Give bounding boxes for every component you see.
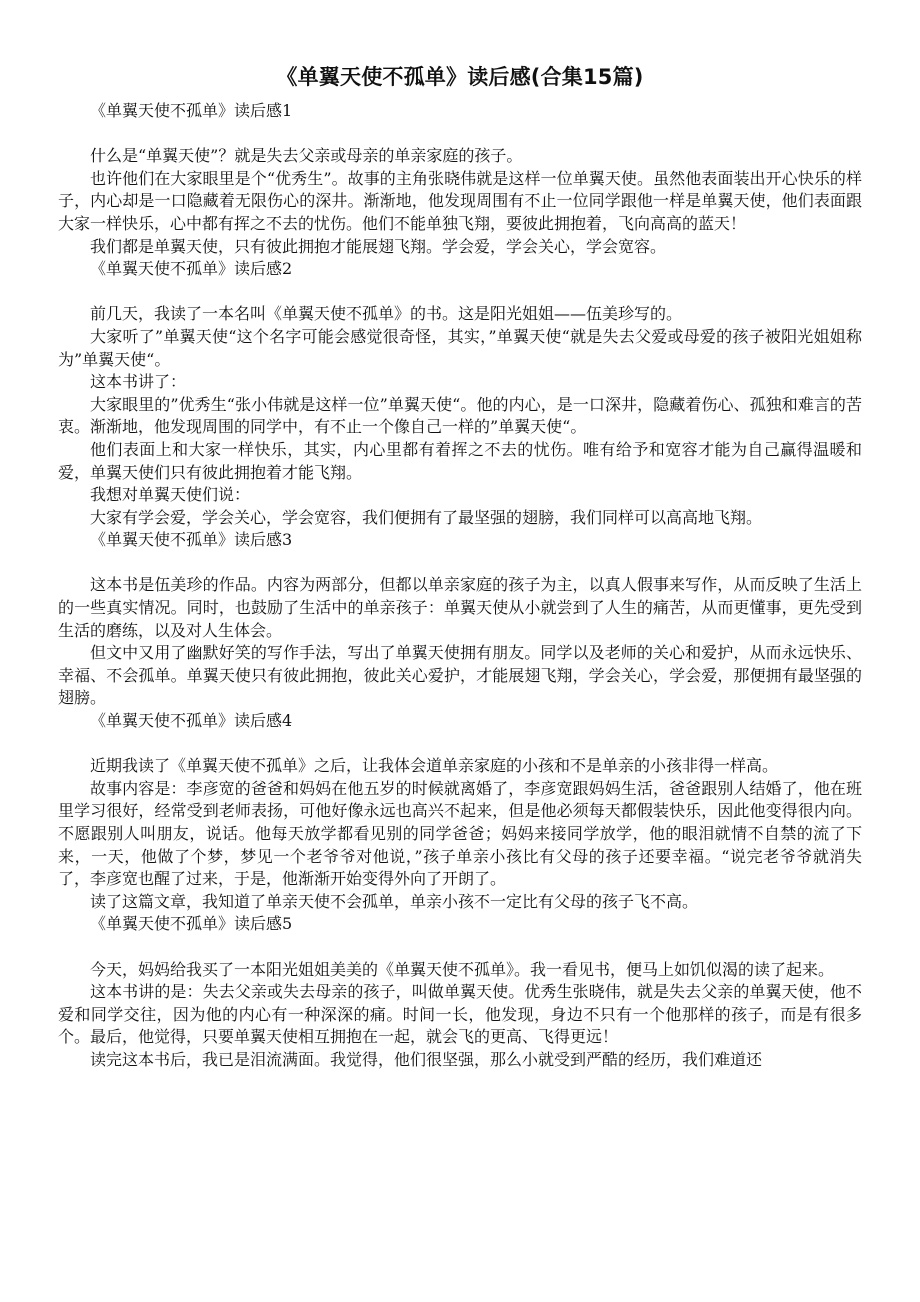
- paragraph: 我想对单翼天使们说：: [90, 485, 251, 505]
- blank-line: [58, 552, 862, 575]
- section-heading-4: 《单翼天使不孤单》读后感4: [90, 711, 293, 731]
- paragraph: 我们都是单翼天使，只有彼此拥抱才能展翅飞翔。学会爱，学会关心，学会宽容。: [90, 236, 667, 256]
- document-title: 《单翼天使不孤单》读后感(合集15篇): [276, 65, 644, 89]
- blank-line: [58, 936, 862, 959]
- blank-line: [58, 281, 862, 304]
- paragraph: 大家听了”单翼天使“这个名字可能会感觉很奇怪，其实，”单翼天使“就是失去父爱或母爱的孩子被阳光姐姐称为”单翼天使“。: [58, 326, 862, 369]
- section-heading-2: 《单翼天使不孤单》读后感2: [90, 259, 293, 279]
- paragraph: 大家有学会爱，学会关心，学会宽容，我们便拥有了最坚强的翅膀，我们同样可以高高地飞翔。: [90, 507, 763, 527]
- paragraph: 这本书讲了：: [90, 372, 187, 392]
- paragraph: 这本书是伍美珍的作品。内容为两部分，但都以单亲家庭的孩子为主，以真人假事来写作，从而反映了生活上的一些真实情况。同时，也鼓励了生活中的单亲孩子：单翼天使从小就尝到了人生的痛苦，从而更懂事，更先受到生活的磨练，以及对人生体会。: [58, 575, 862, 640]
- paragraph: 但文中又用了幽默好笑的写作手法，写出了单翼天使拥有朋友。同学以及老师的关心和爱护，从而永远快乐、幸福、不会孤单。单翼天使只有彼此拥抱，彼此关心爱护，才能展翅飞翔，学会关心，学会爱，那便拥有最坚强的翅膀。: [58, 643, 862, 708]
- paragraph: 读了这篇文章，我知道了单亲天使不会孤单，单亲小孩不一定比有父母的孩子飞不高。: [90, 891, 699, 911]
- blank-line: [58, 733, 862, 756]
- paragraph: 什么是“单翼天使”？就是失去父亲或母亲的单亲家庭的孩子。: [90, 146, 523, 166]
- paragraph: 这本书讲的是：失去父亲或失去母亲的孩子，叫做单翼天使。优秀生张晓伟，就是失去父亲的单翼天使，他不爱和同学交往，因为他的内心有一种深深的痛。时间一长，他发现，身边不只有一个他那样的孩子，而是有很多个。最后，他觉得，只要单翼天使相互拥抱在一起，就会飞的更高、飞得更远！: [58, 982, 862, 1047]
- blank-line: [58, 123, 862, 146]
- paragraph: 近期我读了《单翼天使不孤单》之后，让我体会道单亲家庭的小孩和不是单亲的小孩非得一样高。: [90, 756, 779, 776]
- paragraph: 今天，妈妈给我买了一本阳光姐姐美美的《单翼天使不孤单》。我一看见书，便马上如饥似渴的读了起来。: [90, 959, 835, 979]
- paragraph: 大家眼里的”优秀生“张小伟就是这样一位”单翼天使“。他的内心，是一口深井，隐藏着伤心、孤独和难言的苦衷。渐渐地，他发现周围的同学中，有不止一个像自己一样的”单翼天使“。: [58, 394, 862, 437]
- paragraph: 故事内容是：李彦宽的爸爸和妈妈在他五岁的时候就离婚了，李彦宽跟妈妈生活，爸爸跟别人结婚了，他在班里学习很好，经常受到老师表扬，可他好像永远也高兴不起来，但是他必须每天都假装快乐，因此他变得很内向。不愿跟别人叫朋友，说话。他每天放学都看见别的同学爸爸；妈妈来接同学放学，他的眼泪就情不自禁的流了下来，一天，他做了个梦，梦见一个老爷爷对他说，”孩子单亲小孩比有父母的孩子还要幸福。“说完老爷爷就消失了，李彦宽也醒了过来，于是，他渐渐开始变得外向了开朗了。: [58, 778, 862, 889]
- paragraph: 读完这本书后，我已是泪流满面。我觉得，他们很坚强，那么小就受到严酷的经历，我们难道还: [90, 1049, 763, 1069]
- paragraph: 前几天，我读了一本名叫《单翼天使不孤单》的书。这是阳光姐姐——伍美珍写的。: [90, 304, 683, 324]
- section-heading-3: 《单翼天使不孤单》读后感3: [90, 530, 293, 550]
- paragraph: 他们表面上和大家一样快乐，其实，内心里都有着挥之不去的忧伤。唯有给予和宽容才能为自己赢得温暖和爱，单翼天使们只有彼此拥抱着才能飞翔。: [58, 439, 862, 482]
- section-heading-5: 《单翼天使不孤单》读后感5: [90, 914, 293, 934]
- section-heading-1: 《单翼天使不孤单》读后感1: [90, 101, 293, 120]
- paragraph: 也许他们在大家眼里是个“优秀生”。故事的主角张晓伟就是这样一位单翼天使。虽然他表面装出开心快乐的样子，内心却是一口隐藏着无限伤心的深井。渐渐地，他发现周围有不止一位同学跟他一样是单翼天使，他们表面跟大家一样快乐，心中都有挥之不去的忧伤。他们不能单独飞翔，要彼此拥抱着，飞向高高的蓝天！: [58, 168, 862, 233]
